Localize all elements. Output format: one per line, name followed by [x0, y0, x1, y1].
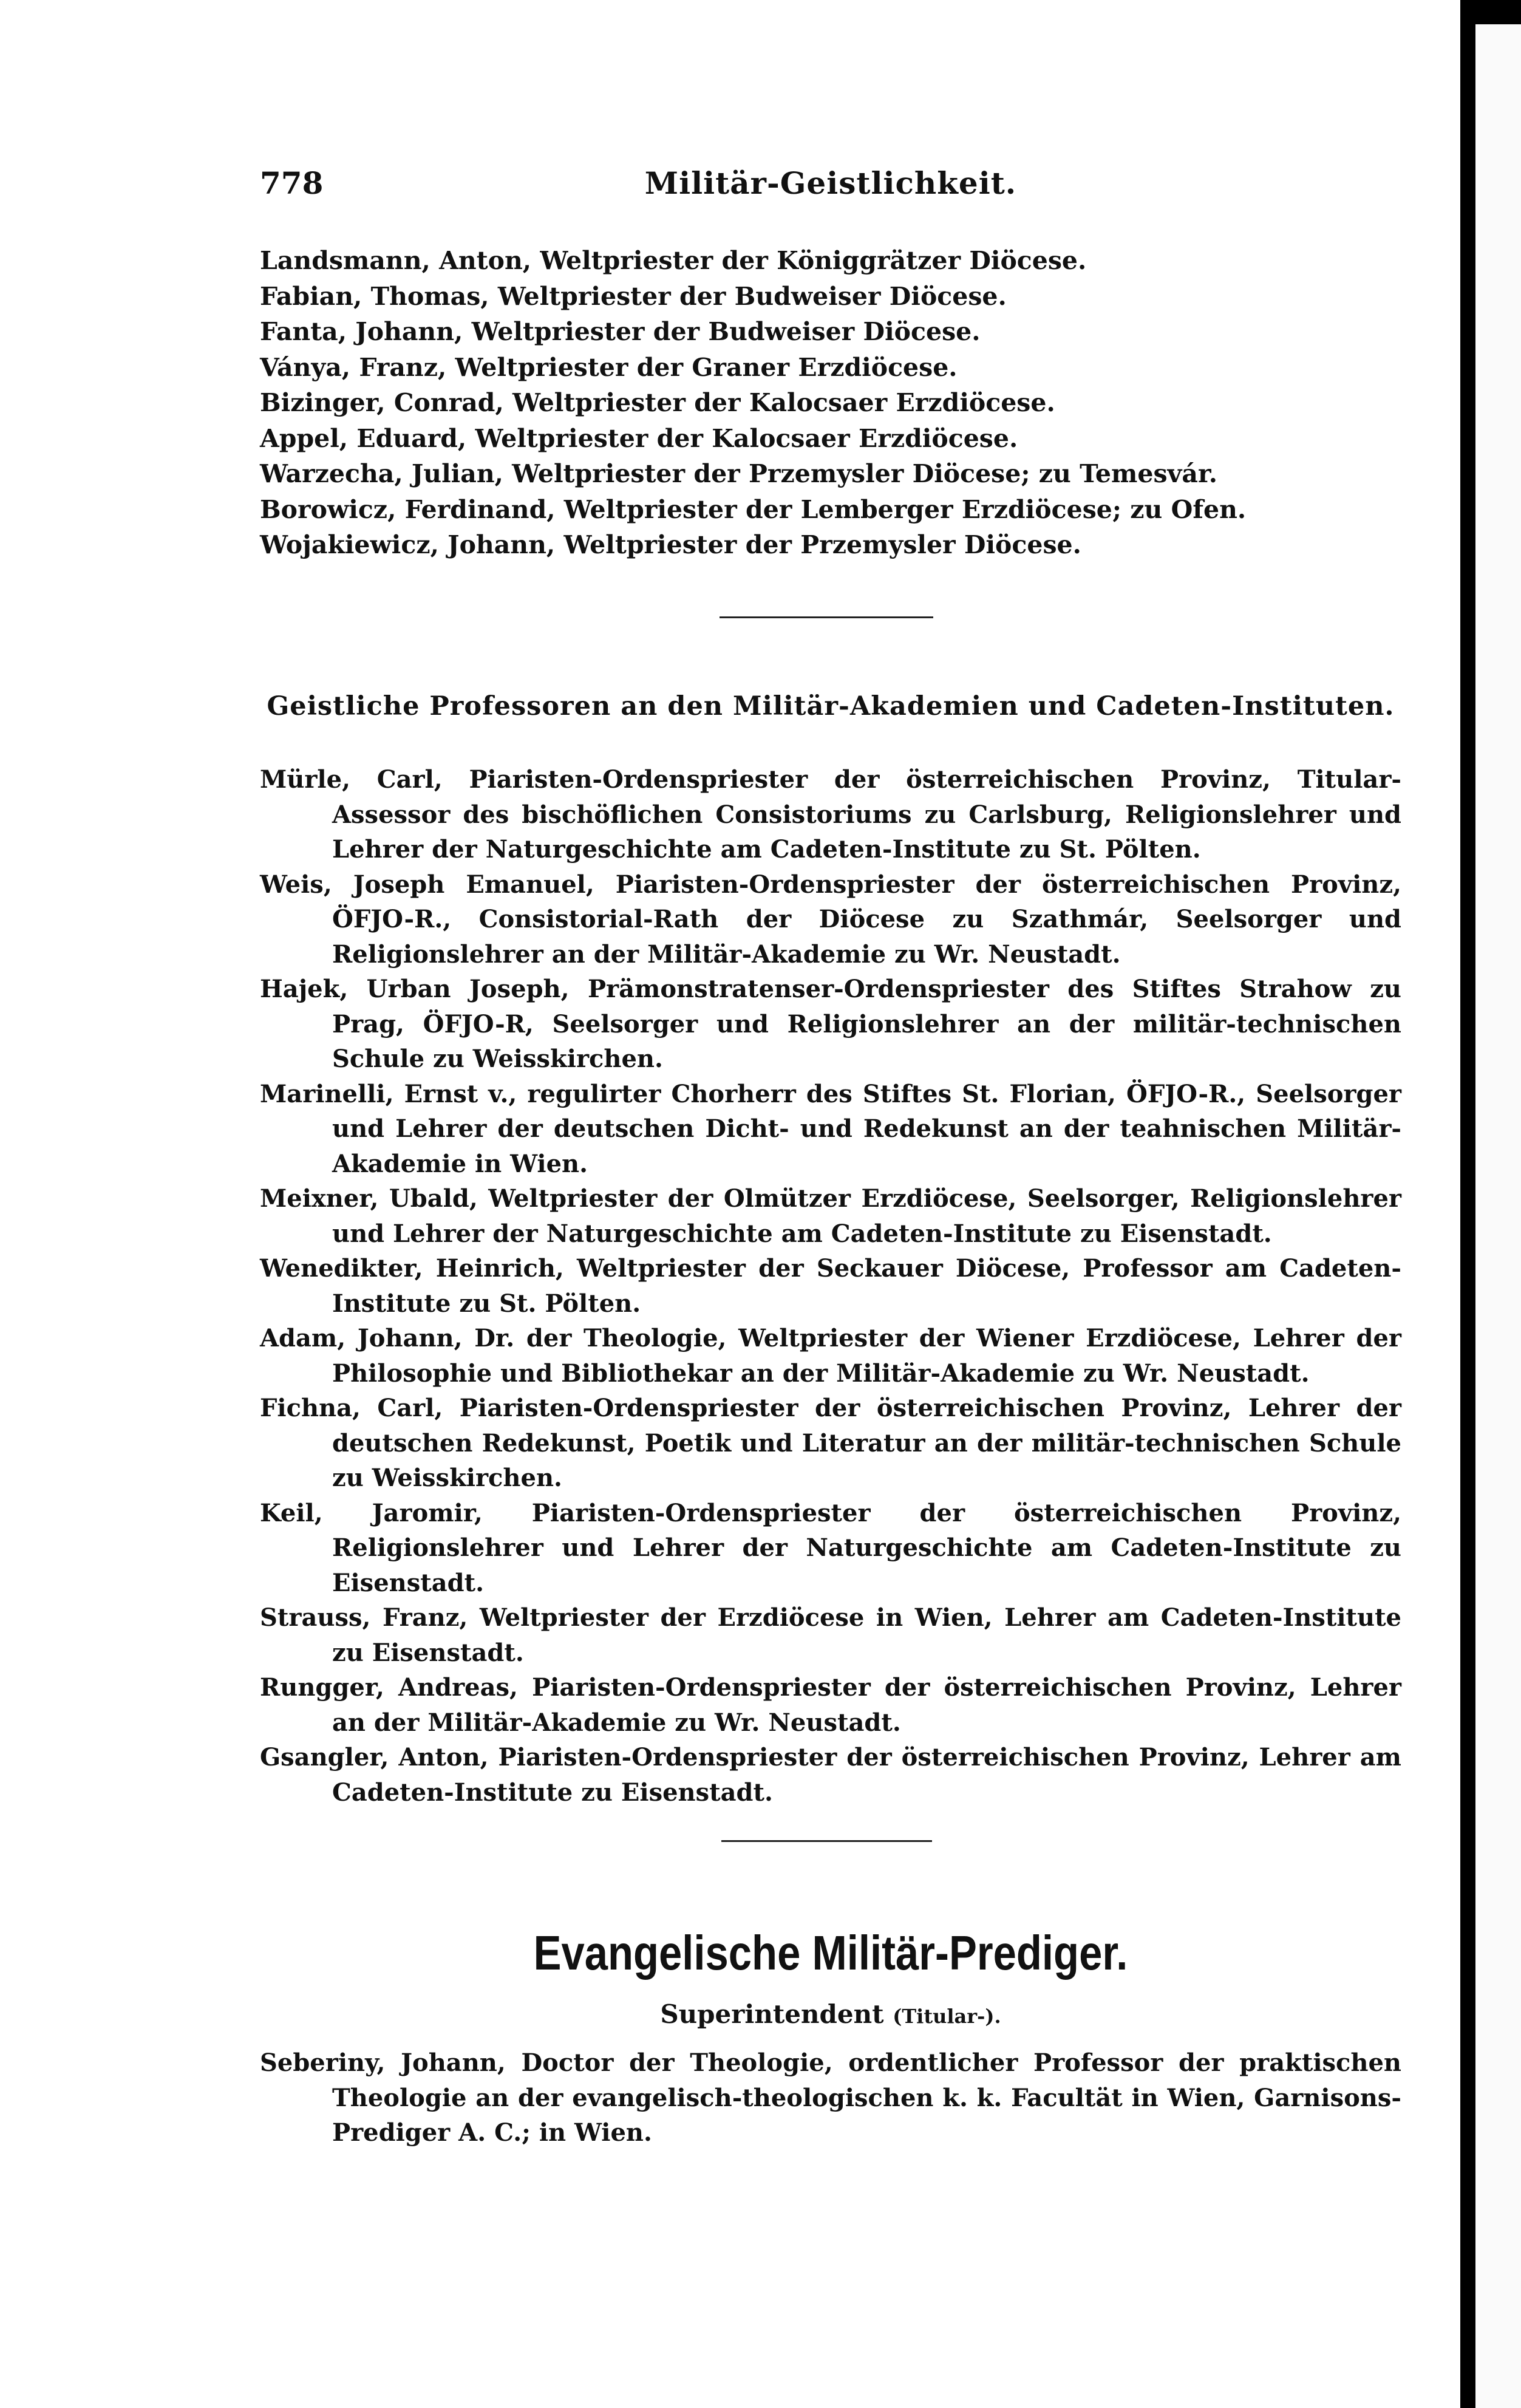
section-divider [720, 616, 933, 618]
list-item: Ványa, Franz, Weltpriester der Graner Erzdiöcese. [260, 352, 958, 382]
list-item: Bizinger, Conrad, Weltpriester der Kalocsaer Erzdiöcese. [260, 388, 1055, 417]
list-item: Rungger, Andreas, Piaristen-Ordenspriester der österreichischen Provinz, Lehrer an der Militär-Akademie zu Wr. Neustadt. [260, 1673, 1401, 1737]
list-item: Adam, Johann, Dr. der Theologie, Weltpriester der Wiener Erzdiöcese, Lehrer der Philosophie und Bibliothekar an der Militär-Akademie zu Wr. Neustadt. [260, 1324, 1401, 1388]
evangelical-list [260, 2045, 1401, 2150]
list-item: Hajek, Urban Joseph, Prämonstratenser-Ordenspriester des Stiftes Strahow zu Prag, ÖFJO-R, Seelsorger und Religionslehrer an der militär-technischen Schule zu Weisskirchen. [260, 975, 1401, 1073]
list-item: Seberiny, Johann, Doctor der Theologie, ordentlicher Professor der praktischen Theologie an der evangelisch-theologischen k. k. Facultät in Wien, Garnisons-Prediger A. C.; in Wien. [260, 2048, 1401, 2147]
list-item: Fichna, Carl, Piaristen-Ordenspriester der österreichischen Provinz, Lehrer der deutschen Redekunst, Poetik und Literatur an der militär-technischen Schule zu Weisskirchen. [260, 1394, 1401, 1492]
section-heading-professors: Geistliche Professoren an den Militär-Akademien und Cadeten-Instituten. [267, 691, 1395, 721]
page-number: 778 [260, 165, 324, 201]
list-item: Borowicz, Ferdinand, Weltpriester der Lemberger Erzdiöcese; zu Ofen. [260, 494, 1247, 524]
list-item: Weis, Joseph Emanuel, Piaristen-Ordenspriester der österreichischen Provinz, ÖFJO-R., Consistorial-Rath der Diöcese zu Szathmár, Seelsorger und Religionslehrer an der Militär-Akademie zu Wr. Neustadt. [260, 870, 1401, 969]
section-title-evangelical: Evangelische Militär-Prediger. [533, 1926, 1128, 1980]
running-title: Militär-Geistlichkeit. [644, 165, 1017, 201]
professors-list [260, 762, 1401, 1810]
section-subtitle [260, 1999, 1401, 2029]
list-item: Wenedikter, Heinrich, Weltpriester der Seckauer Diöcese, Professor am Cadeten-Institute zu St. Pölten. [260, 1254, 1401, 1318]
list-item: Fanta, Johann, Weltpriester der Budweiser Diöcese. [260, 317, 981, 346]
clergy-list [260, 243, 1401, 563]
list-item: Mürle, Carl, Piaristen-Ordenspriester der österreichischen Provinz, Titular-Assessor des bischöflichen Consistoriums zu Carlsburg, Religionslehrer und Lehrer der Naturgeschichte am Cadeten-Institute zu St. Pölten. [260, 765, 1401, 864]
list-item: Fabian, Thomas, Weltpriester der Budweiser Diöcese. [260, 281, 1007, 311]
list-item: Gsangler, Anton, Piaristen-Ordenspriester der österreichischen Provinz, Lehrer am Cadeten-Institute zu Eisenstadt. [260, 1743, 1401, 1807]
list-item: Keil, Jaromir, Piaristen-Ordenspriester der österreichischen Provinz, Religionslehrer und Lehrer der Naturgeschichte am Cadeten-Institute zu Eisenstadt. [260, 1498, 1401, 1597]
list-item: Wojakiewicz, Johann, Weltpriester der Przemysler Diöcese. [260, 530, 1081, 559]
list-item: Warzecha, Julian, Weltpriester der Przemysler Diöcese; zu Temesvár. [260, 459, 1218, 488]
subtitle-label: Superintendent [660, 1999, 884, 2029]
list-item: Strauss, Franz, Weltpriester der Erzdiöcese in Wien, Lehrer am Cadeten-Institute zu Eisenstadt. [260, 1603, 1401, 1667]
page-header [260, 165, 1401, 208]
list-item: Landsmann, Anton, Weltpriester der Königgrätzer Diöcese. [260, 246, 1087, 275]
subtitle-note: (Titular-). [893, 2005, 1001, 2028]
section-divider [721, 1840, 932, 1842]
list-item: Meixner, Ubald, Weltpriester der Olmützer Erzdiöcese, Seelsorger, Religionslehrer und Lehrer der Naturgeschichte am Cadeten-Institute zu Eisenstadt. [260, 1184, 1401, 1248]
adjacent-page-edge [1475, 24, 1521, 2408]
list-item: Appel, Eduard, Weltpriester der Kalocsaer Erzdiöcese. [260, 423, 1018, 453]
list-item: Marinelli, Ernst v., regulirter Chorherr des Stiftes St. Florian, ÖFJO-R., Seelsorger und Lehrer der deutschen Dicht- und Redekunst an der teahnischen Militär-Akademie in Wien. [260, 1079, 1401, 1178]
